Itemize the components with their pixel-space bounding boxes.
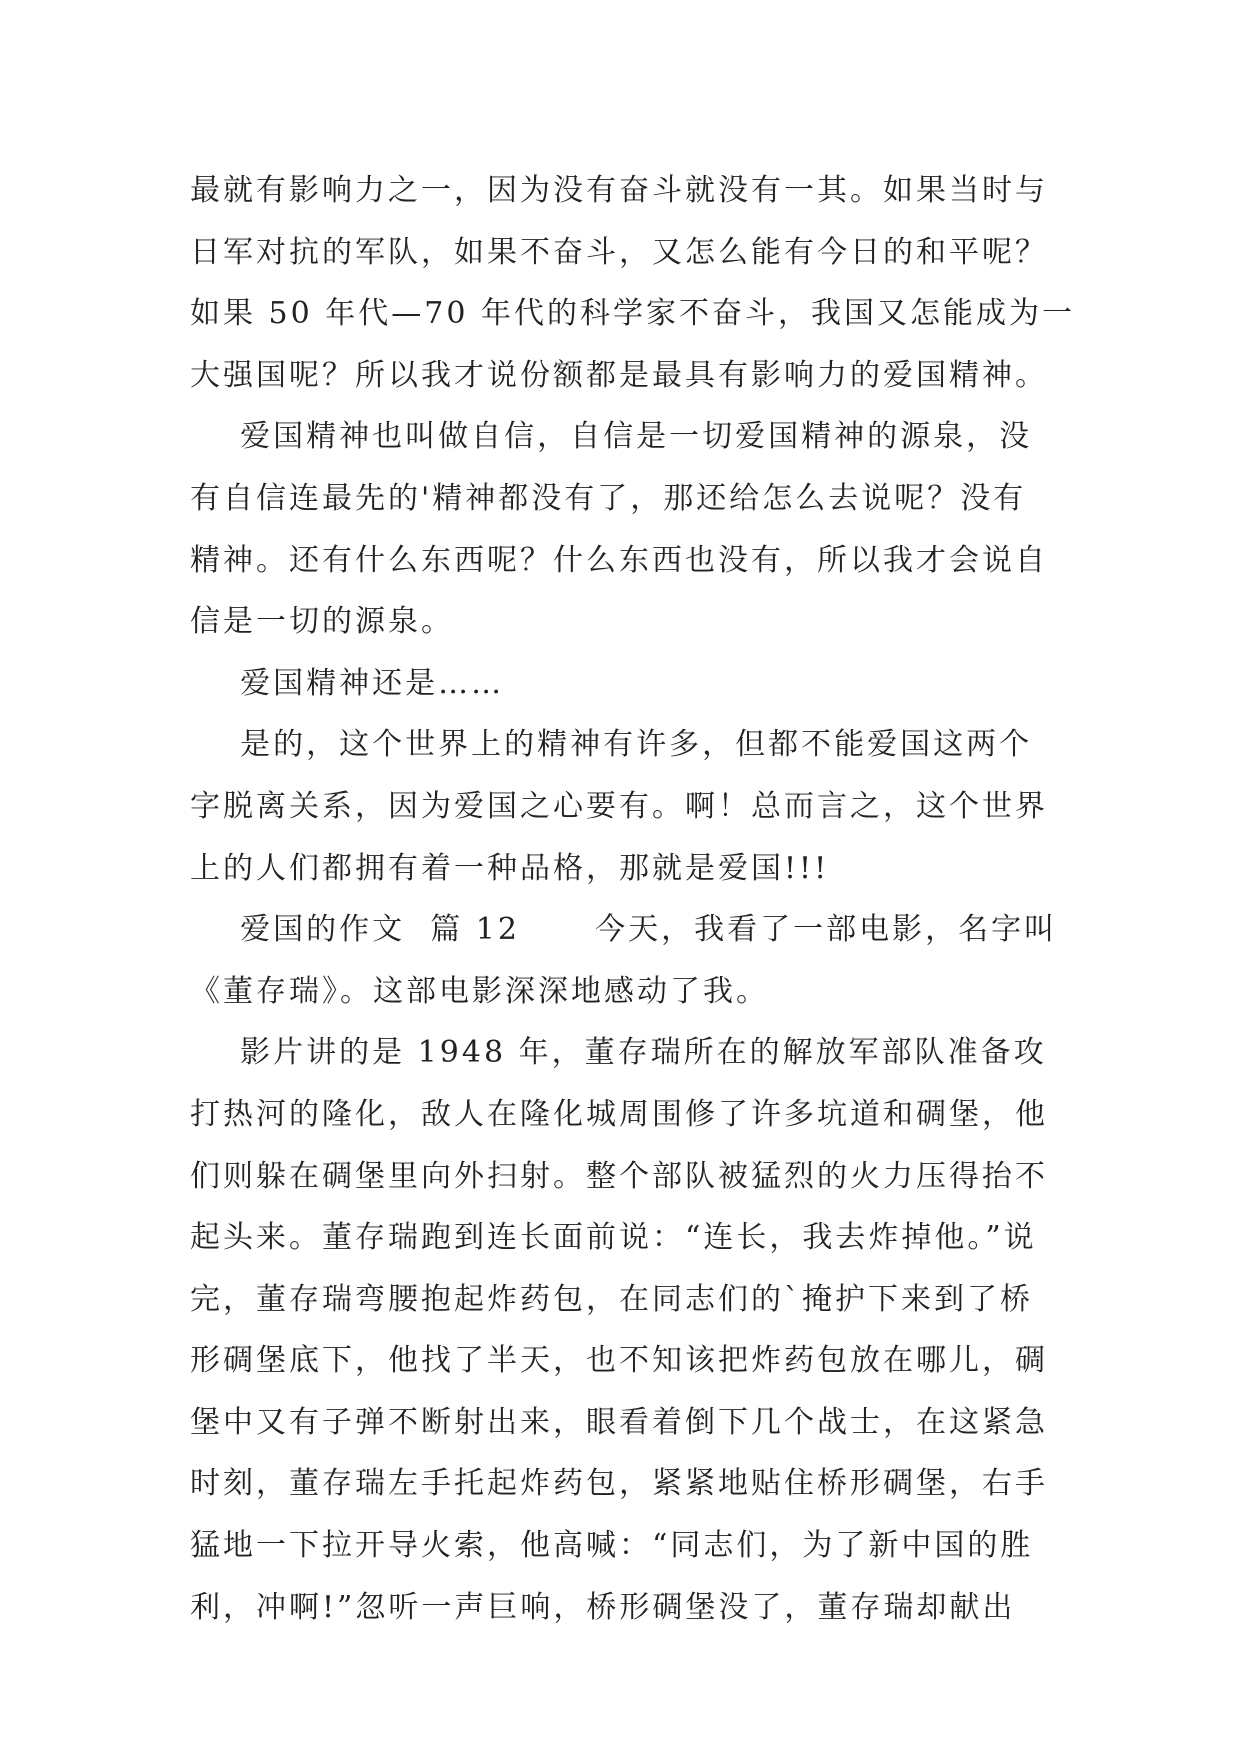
text-line: 最就有影响力之一，因为没有奋斗就没有一其。如果当时与	[190, 173, 1048, 208]
text-line: 日军对抗的军队，如果不奋斗，又怎么能有今日的和平呢？	[190, 234, 1048, 270]
text-line: 猛地一下拉开导火索，他高喊：“同志们，为了新中国的胜	[190, 1528, 1034, 1564]
text-line: 起头来。董存瑞跑到连长面前说：“连长，我去炸掉他。”说	[190, 1220, 1037, 1256]
text-line: 有自信连最先的'精神都没有了，那还给怎么去说呢？没有	[190, 480, 1027, 516]
text-line: 精神。还有什么东西呢？什么东西也没有，所以我才会说自	[190, 542, 1048, 578]
text-line: 如果 50 年代—70 年代的科学家不奋斗，我国又怎能成为一	[190, 296, 1075, 332]
text-line: 字脱离关系，因为爱国之心要有。啊！总而言之，这个世界	[190, 788, 1048, 824]
text-line: 利，冲啊!”忽听一声巨响，桥形碉堡没了，董存瑞却献出	[190, 1589, 1016, 1625]
text-line: 信是一切的源泉。	[190, 604, 454, 640]
essay-body	[190, 160, 1075, 1638]
text-line: 形碉堡底下，他找了半天，也不知该把炸药包放在哪儿，碉	[190, 1343, 1048, 1379]
text-line: 是的，这个世界上的精神有许多，但都不能爱国这两个	[190, 727, 1033, 763]
text-line: 《董存瑞》。这部电影深深地感动了我。	[190, 973, 769, 1009]
text-line: 们则躲在碉堡里向外扫射。整个部队被猛烈的火力压得抬不	[190, 1158, 1048, 1194]
text-line: 堡中又有子弹不断射出来，眼看着倒下几个战士，在这紧急	[190, 1404, 1048, 1440]
text-line: 打热河的隆化，敌人在隆化城周围修了许多坑道和碉堡，他	[190, 1096, 1048, 1132]
section-heading-line: 爱国的作文 篇 12 今天，我看了一部电影，名字叫	[190, 912, 1058, 948]
text-line: 大强国呢？所以我才说份额都是最具有影响力的爱国精神。	[190, 357, 1048, 393]
text-line: 时刻，董存瑞左手托起炸药包，紧紧地贴住桥形碉堡，右手	[190, 1466, 1048, 1502]
text-line: 爱国精神也叫做自信，自信是一切爱国精神的源泉，没	[190, 419, 1033, 455]
text-line: 影片讲的是 1948 年，董存瑞所在的解放军部队准备攻	[190, 1035, 1047, 1071]
text-line: 爱国精神还是……	[190, 665, 505, 701]
text-line: 完，董存瑞弯腰抱起炸药包，在同志们的`掩护下来到了桥	[190, 1281, 1033, 1317]
text-line: 上的人们都拥有着一种品格，那就是爱国!!!	[190, 850, 830, 886]
